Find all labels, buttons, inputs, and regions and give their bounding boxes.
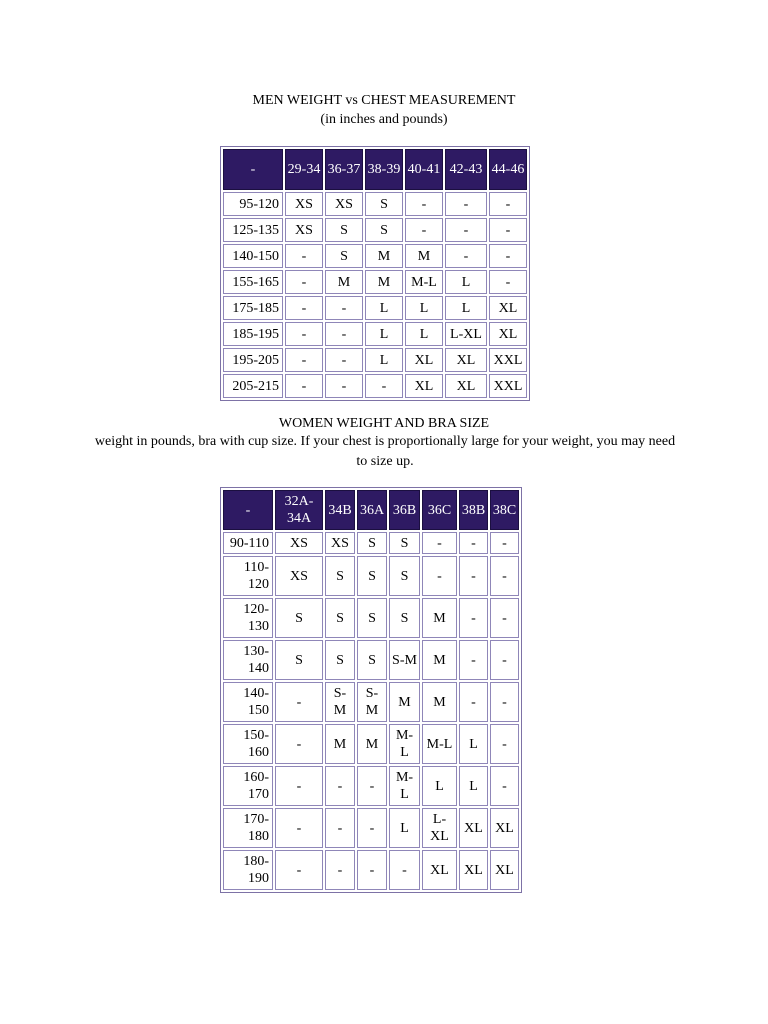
women-header-cell: 36B: [389, 490, 420, 530]
men-size-table: [220, 146, 530, 401]
size-cell: -: [490, 766, 519, 806]
size-cell: XS: [325, 532, 355, 554]
size-cell: M: [422, 640, 457, 680]
size-cell: -: [422, 532, 457, 554]
weight-cell: 175-185: [223, 296, 283, 320]
women-table-row: [223, 724, 519, 764]
size-cell: XS: [275, 532, 323, 554]
size-cell: XL: [490, 808, 519, 848]
weight-cell: 160-170: [223, 766, 273, 806]
size-cell: -: [285, 374, 323, 398]
women-note: weight in pounds, bra with cup size. If your chest is proportionally large for your weight, you may need to size up.: [94, 434, 676, 469]
women-header-cell: 36A: [357, 490, 387, 530]
size-cell: -: [325, 296, 363, 320]
size-cell: -: [357, 766, 387, 806]
size-cell: L: [459, 766, 488, 806]
size-cell: XS: [285, 192, 323, 216]
size-cell: S: [325, 244, 363, 268]
weight-cell: 130-140: [223, 640, 273, 680]
women-table-row: [223, 532, 519, 554]
size-cell: M: [389, 682, 420, 722]
size-cell: -: [285, 270, 323, 294]
size-cell: L: [445, 296, 487, 320]
size-cell: L: [389, 808, 420, 848]
size-cell: S: [365, 218, 403, 242]
size-cell: L: [365, 322, 403, 346]
size-cell: L: [365, 296, 403, 320]
size-cell: -: [275, 808, 323, 848]
size-cell: -: [489, 270, 527, 294]
size-cell: M: [422, 682, 457, 722]
size-cell: M: [405, 244, 443, 268]
size-cell: L: [405, 296, 443, 320]
size-cell: -: [490, 724, 519, 764]
size-cell: XL: [489, 322, 527, 346]
size-cell: -: [357, 808, 387, 848]
size-cell: -: [490, 598, 519, 638]
women-title: WOMEN WEIGHT AND BRA SIZE: [278, 416, 490, 431]
size-cell: XL: [405, 374, 443, 398]
men-table-row: [223, 270, 527, 294]
size-cell: -: [489, 192, 527, 216]
size-cell: -: [285, 322, 323, 346]
size-cell: -: [325, 348, 363, 372]
women-header-cell: 34B: [325, 490, 355, 530]
size-cell: -: [405, 192, 443, 216]
size-cell: XL: [422, 850, 457, 890]
size-cell: XL: [445, 348, 487, 372]
size-cell: S: [389, 598, 420, 638]
size-cell: S: [325, 218, 363, 242]
size-cell: -: [490, 532, 519, 554]
men-header-cell: 40-41: [405, 149, 443, 190]
size-cell: M: [325, 724, 355, 764]
size-cell: M-L: [389, 766, 420, 806]
men-subtitle: (in inches and pounds): [320, 112, 448, 127]
size-cell: S: [357, 532, 387, 554]
size-cell: -: [325, 322, 363, 346]
size-cell: -: [275, 850, 323, 890]
men-header-cell: 42-43: [445, 149, 487, 190]
men-header-cell: 44-46: [489, 149, 527, 190]
size-cell: S: [357, 598, 387, 638]
women-header-cell: 38B: [459, 490, 488, 530]
women-table-row: [223, 766, 519, 806]
size-cell: S-M: [325, 682, 355, 722]
size-cell: S: [325, 556, 355, 596]
size-cell: S: [275, 640, 323, 680]
women-header-cell: 32A-34A: [275, 490, 323, 530]
size-cell: XS: [325, 192, 363, 216]
size-cell: -: [459, 532, 488, 554]
women-table-row: [223, 598, 519, 638]
size-cell: -: [275, 682, 323, 722]
weight-cell: 150-160: [223, 724, 273, 764]
weight-cell: 90-110: [223, 532, 273, 554]
size-cell: S: [325, 640, 355, 680]
weight-cell: 95-120: [223, 192, 283, 216]
size-cell: -: [325, 850, 355, 890]
size-cell: L: [365, 348, 403, 372]
size-cell: S: [275, 598, 323, 638]
size-cell: -: [422, 556, 457, 596]
men-table-row: [223, 296, 527, 320]
size-cell: -: [490, 640, 519, 680]
size-cell: -: [285, 296, 323, 320]
women-table-row: [223, 556, 519, 596]
size-cell: -: [325, 808, 355, 848]
size-cell: XL: [489, 296, 527, 320]
size-cell: S: [325, 598, 355, 638]
size-cell: L: [422, 766, 457, 806]
men-table-row: [223, 192, 527, 216]
men-table-row: [223, 322, 527, 346]
women-table-row: [223, 850, 519, 890]
size-cell: L: [459, 724, 488, 764]
women-header-cell: 36C: [422, 490, 457, 530]
size-cell: L: [405, 322, 443, 346]
size-cell: S-M: [357, 682, 387, 722]
size-cell: -: [459, 556, 488, 596]
men-title: MEN WEIGHT vs CHEST MEASUREMENT: [252, 93, 516, 108]
men-table-row: [223, 374, 527, 398]
women-table-row: [223, 640, 519, 680]
weight-cell: 205-215: [223, 374, 283, 398]
size-cell: S: [389, 556, 420, 596]
size-cell: XL: [459, 808, 488, 848]
weight-cell: 110-120: [223, 556, 273, 596]
weight-cell: 170-180: [223, 808, 273, 848]
size-cell: M: [325, 270, 363, 294]
size-cell: -: [445, 192, 487, 216]
weight-cell: 140-150: [223, 244, 283, 268]
size-cell: -: [275, 724, 323, 764]
size-cell: -: [405, 218, 443, 242]
size-cell: XL: [445, 374, 487, 398]
size-cell: L-XL: [445, 322, 487, 346]
size-cell: M: [422, 598, 457, 638]
men-header-cell: 29-34: [285, 149, 323, 190]
size-cell: -: [325, 374, 363, 398]
men-table-row: [223, 218, 527, 242]
weight-cell: 120-130: [223, 598, 273, 638]
men-header-cell: -: [223, 149, 283, 190]
size-cell: -: [445, 244, 487, 268]
weight-cell: 185-195: [223, 322, 283, 346]
size-cell: -: [325, 766, 355, 806]
size-cell: -: [459, 598, 488, 638]
size-cell: S: [389, 532, 420, 554]
women-size-table: [220, 487, 522, 893]
size-cell: -: [275, 766, 323, 806]
size-cell: L-XL: [422, 808, 457, 848]
size-cell: -: [445, 218, 487, 242]
women-header-row: [223, 490, 519, 530]
men-header-cell: 36-37: [325, 149, 363, 190]
size-cell: -: [490, 556, 519, 596]
men-table-row: [223, 348, 527, 372]
size-cell: S: [357, 640, 387, 680]
men-header-row: [223, 149, 527, 190]
size-cell: L: [445, 270, 487, 294]
women-table-row: [223, 808, 519, 848]
size-cell: XS: [285, 218, 323, 242]
size-cell: XL: [459, 850, 488, 890]
size-cell: XS: [275, 556, 323, 596]
size-cell: -: [489, 244, 527, 268]
size-cell: XL: [405, 348, 443, 372]
size-cell: XXL: [489, 374, 527, 398]
size-cell: M: [365, 270, 403, 294]
women-table-row: [223, 682, 519, 722]
size-cell: XL: [490, 850, 519, 890]
weight-cell: 140-150: [223, 682, 273, 722]
men-header-cell: 38-39: [365, 149, 403, 190]
size-cell: -: [365, 374, 403, 398]
size-cell: -: [489, 218, 527, 242]
size-cell: S: [365, 192, 403, 216]
size-cell: -: [459, 640, 488, 680]
women-header-cell: 38C: [490, 490, 519, 530]
men-table-row: [223, 244, 527, 268]
size-cell: M: [365, 244, 403, 268]
size-cell: M-L: [422, 724, 457, 764]
size-cell: -: [459, 682, 488, 722]
size-cell: S: [357, 556, 387, 596]
weight-cell: 180-190: [223, 850, 273, 890]
size-cell: -: [389, 850, 420, 890]
weight-cell: 155-165: [223, 270, 283, 294]
size-cell: -: [490, 682, 519, 722]
size-cell: -: [357, 850, 387, 890]
size-cell: M-L: [405, 270, 443, 294]
size-cell: -: [285, 348, 323, 372]
weight-cell: 125-135: [223, 218, 283, 242]
weight-cell: 195-205: [223, 348, 283, 372]
size-cell: S-M: [389, 640, 420, 680]
women-header-cell: -: [223, 490, 273, 530]
size-cell: -: [285, 244, 323, 268]
size-cell: XXL: [489, 348, 527, 372]
size-cell: M-L: [389, 724, 420, 764]
size-cell: M: [357, 724, 387, 764]
